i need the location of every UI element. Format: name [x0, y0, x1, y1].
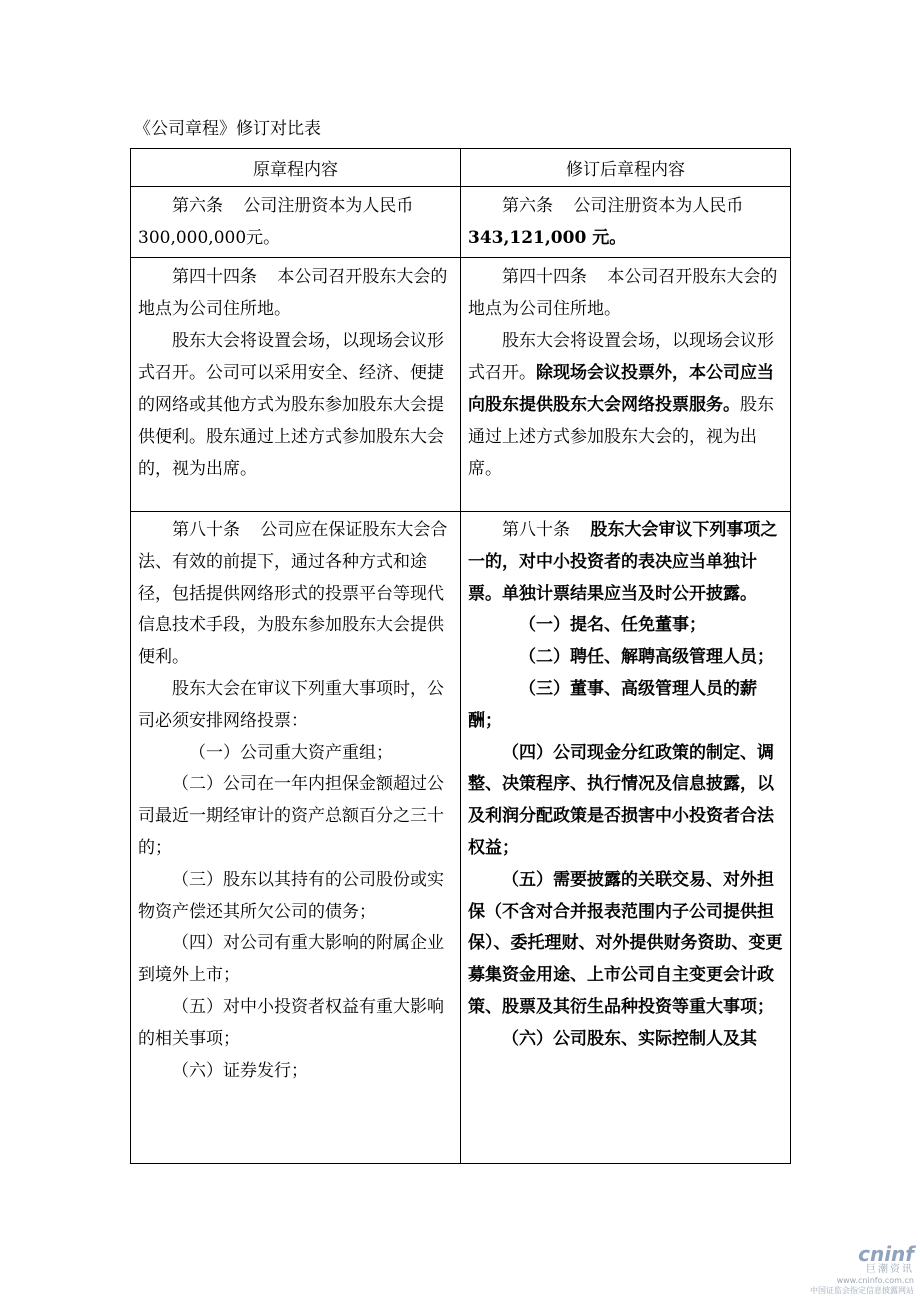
paragraph-text: 股东大会将设置会场，以现场会议形式召开。 — [468, 331, 774, 383]
paragraph — [468, 515, 783, 610]
paragraph: 300,000,000元。 — [138, 228, 281, 248]
paragraph-text: 本公司召开股东大会的地点为公司住所地。 — [138, 267, 448, 319]
paragraph — [138, 261, 453, 325]
list-item: （三）董事、高级管理人员的薪酬； — [468, 678, 757, 731]
header-row — [131, 149, 791, 187]
article-number: 第八十条 — [502, 520, 570, 540]
paragraph-text: 公司注册资本为人民币 — [573, 196, 744, 216]
paragraph — [468, 325, 783, 485]
revised-article-6 — [461, 187, 791, 258]
cninfo-watermark — [810, 1244, 914, 1296]
paragraph: 股东大会在审议下列重大事项时，公司必须安排网络投票： — [138, 678, 444, 731]
revised-article-80 — [461, 512, 791, 1164]
paragraph — [468, 190, 783, 222]
watermark-org: 中国证监会指定信息披露网站 — [810, 1286, 914, 1295]
list-item: （一）提名、任免董事； — [519, 615, 706, 636]
list-item: （五）对中小投资者权益有重大影响的相关事项； — [138, 996, 444, 1049]
revised-text: 股东大会审议下列事项之一的，对中小投资者的表决应当单独计票。单独计票结果应当及时公开披露。 — [468, 520, 778, 604]
paragraph-text: 股东通过上述方式参加股东大会的，视为出席。 — [468, 395, 774, 479]
article-number: 第四十四条 — [502, 267, 587, 287]
list-item: （六）公司股东、实际控制人及其 — [502, 1028, 757, 1049]
article-number: 第六条 — [502, 196, 553, 216]
list-item: （二）公司在一年内担保金额超过公司最近一期经审计的资产总额百分之三十的； — [138, 774, 444, 858]
paragraph-text: 公司注册资本为人民币 — [243, 196, 414, 216]
article-number: 第八十条 — [172, 520, 240, 540]
header-revised: 修订后章程内容 — [461, 149, 791, 187]
list-item: （一）公司重大资产重组； — [189, 742, 393, 763]
table-row — [131, 258, 791, 512]
paragraph-text: 本公司召开股东大会的地点为公司住所地。 — [468, 267, 778, 319]
document-title: 《公司章程》修订对比表 — [134, 119, 321, 139]
original-article-6 — [131, 187, 461, 258]
revised-text: 除现场会议投票外，本公司应当向股东提供股东大会网络投票服务。 — [468, 363, 774, 415]
article-number: 第四十四条 — [172, 267, 257, 287]
original-article-44 — [131, 258, 461, 512]
original-article-80 — [131, 512, 461, 1164]
list-item: （二）聘任、解聘高级管理人员； — [519, 647, 774, 668]
cninfo-logo: cninf — [858, 1242, 914, 1266]
table-row — [131, 512, 791, 1164]
header-original: 原章程内容 — [131, 149, 461, 187]
list-item: （四）对公司有重大影响的附属企业到境外上市； — [138, 933, 444, 986]
comparison-table — [130, 148, 791, 1164]
paragraph-text: 公司应在保证股东大会合法、有效的前提下，通过各种方式和途径，包括提供网络形式的投票平台等现代信息技术手段，为股东参加股东大会提供便利。 — [138, 520, 448, 668]
list-item: （三）股东以其持有的公司股份或实物资产偿还其所欠公司的债务； — [138, 869, 444, 922]
article-number: 第六条 — [172, 196, 223, 216]
paragraph — [138, 190, 453, 222]
revised-article-44 — [461, 258, 791, 512]
paragraph: 股东大会将设置会场，以现场会议形式召开。公司可以采用安全、经济、便捷的网络或其他方式为股东参加股东大会提供便利。股东通过上述方式参加股东大会的，视为出席。 — [138, 331, 444, 479]
paragraph — [468, 261, 783, 325]
paragraph — [138, 515, 453, 674]
list-item: （六）证券发行； — [172, 1060, 308, 1081]
watermark-url: www.cninfo.com.cn — [836, 1276, 914, 1285]
paragraph: 343,121,000 元。 — [468, 228, 627, 248]
list-item: （四）公司现金分红政策的制定、调整、决策程序、执行情况及信息披露，以及利润分配政策是否损害中小投资者合法权益； — [468, 742, 774, 858]
table-row — [131, 187, 791, 258]
watermark-name: 巨潮资讯 — [866, 1264, 914, 1275]
list-item: （五）需要披露的关联交易、对外担保（不含对合并报表范围内子公司提供担保）、委托理财、对外提供财务资助、变更募集资金用途、上市公司自主变更会计政策、股票及其衍生品种投资等重大事项； — [468, 869, 783, 1017]
